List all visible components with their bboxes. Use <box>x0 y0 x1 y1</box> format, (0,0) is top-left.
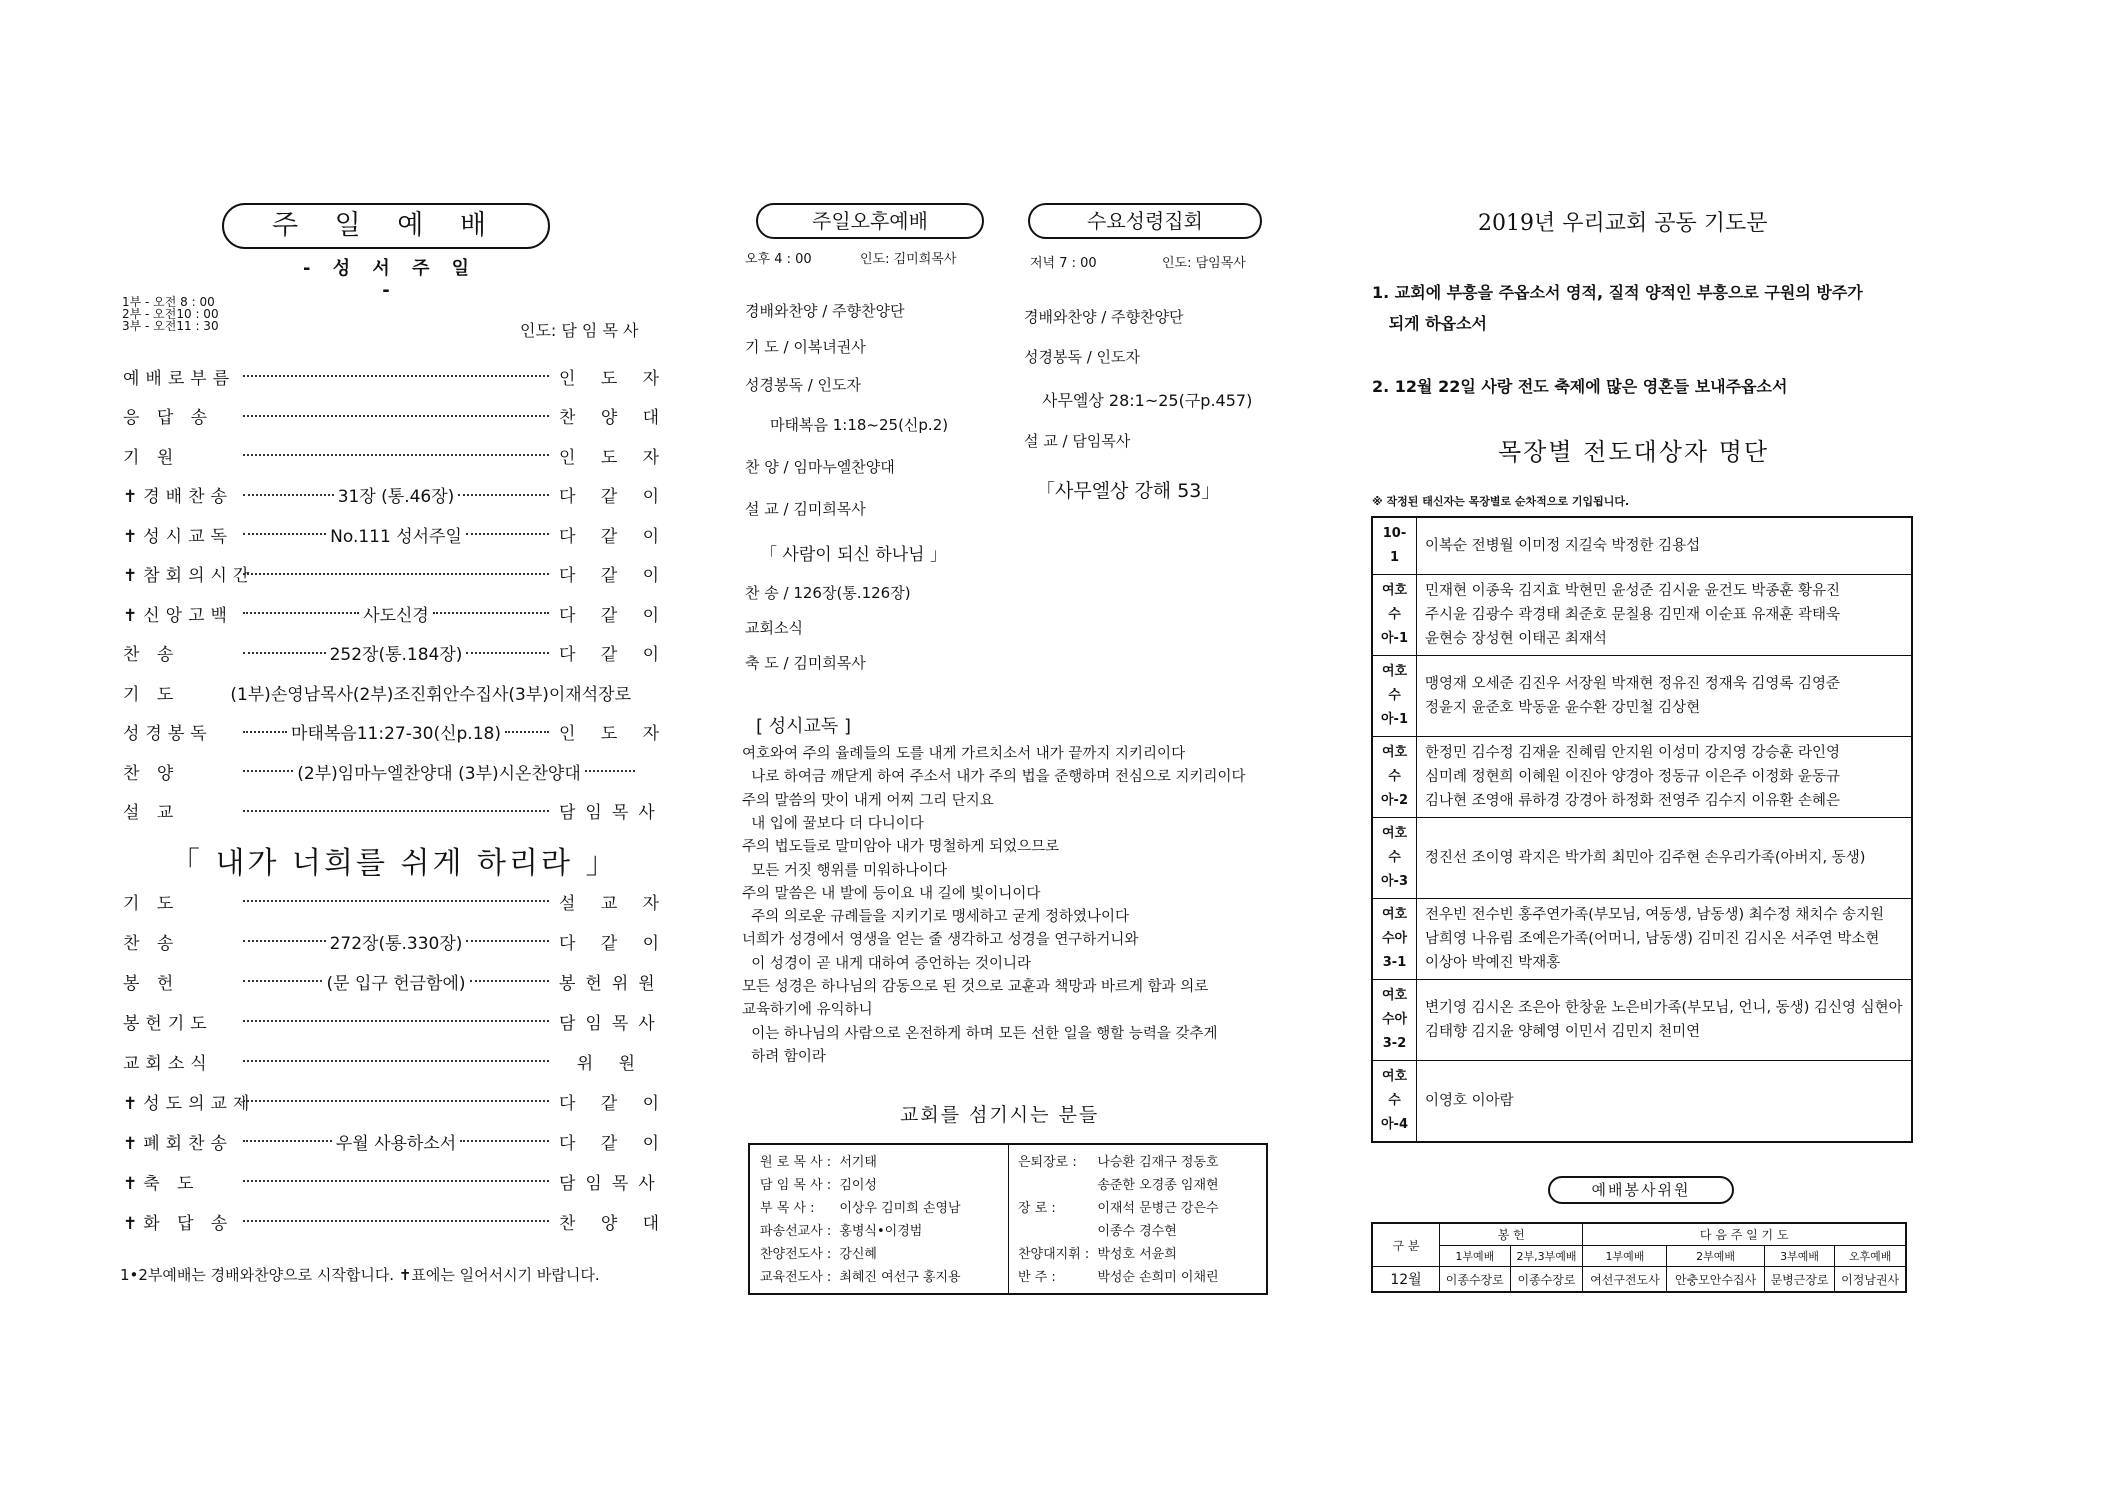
order-row <box>123 1086 670 1116</box>
order-responsible: 담임목사 <box>559 1013 665 1034</box>
order-label: ✝경배찬송 <box>123 487 233 507</box>
order-responsible: 봉헌위원 <box>559 973 665 994</box>
afternoon-item: 설 교 / 김미희목사 <box>745 500 866 518</box>
target-name-line: 윤현승 장성현 이태곤 최재석 <box>1425 631 1607 647</box>
order-row <box>123 361 670 391</box>
leader-dots <box>243 810 549 812</box>
leader-dots <box>243 1060 549 1062</box>
sunday-title: 주 일 예 배 <box>222 203 550 249</box>
leader-dots <box>243 980 322 982</box>
target-names <box>1417 656 1912 737</box>
order-responsible: 다 같 이 <box>559 1133 670 1154</box>
order-responsible: 다 같 이 <box>559 645 670 665</box>
order-detail <box>239 573 553 575</box>
servant-names: 송준한 오경종 임재현 <box>1097 1178 1219 1193</box>
afternoon-title: 주일오후예배 <box>756 203 984 239</box>
reading-line: 하려 함이라 <box>742 1048 826 1065</box>
wednesday-title: 수요성령집회 <box>1028 203 1262 239</box>
target-row <box>1372 575 1912 656</box>
reading-line: 너희가 성경에서 영생을 얻는 줄 생각하고 성경을 연구하거니와 <box>742 932 1139 949</box>
reading-line: 이는 하나님의 사람으로 온전하게 하며 모든 선한 일을 행할 능력을 갖추게 <box>742 1025 1218 1042</box>
afternoon-leader: 인도: 김미희목사 <box>860 252 957 267</box>
order-detail-text: 31장 (통.46장) <box>337 487 455 507</box>
reading-line: 이 성경이 곧 내게 대하여 증언하는 것이니라 <box>742 955 1031 972</box>
leader-dots <box>243 940 326 942</box>
servant-names: 이종수 경수현 <box>1097 1224 1177 1239</box>
order-detail-text: 252장(통.184장) <box>329 645 463 665</box>
servant-row <box>1014 1241 1223 1264</box>
target-row <box>1372 1061 1912 1143</box>
order-detail <box>239 810 553 812</box>
order-row <box>123 638 670 668</box>
leader-dots <box>243 731 287 733</box>
order-label: 기 원 <box>123 447 180 468</box>
wednesday-item: 설 교 / 담임목사 <box>1024 432 1131 450</box>
wednesday-sermon: 「사무엘상 강해 53」 <box>1036 480 1221 502</box>
servant-role: 장 로 : <box>1018 1201 1056 1216</box>
servant-row <box>1014 1218 1223 1241</box>
col-header-prayer: 다 음 주 일 기 도 <box>1583 1223 1906 1246</box>
reading-line: 내 입에 꿀보다 더 다니이다 <box>742 815 924 832</box>
reading-line: 주의 의로운 규례들을 지키기로 맹세하고 굳게 정하였나이다 <box>742 909 1130 926</box>
order-responsible: 인 도 자 <box>559 447 670 468</box>
servant-row <box>1014 1149 1223 1172</box>
target-name-line: 맹영재 오세준 김진우 서장원 박재현 정유진 정재욱 김영록 김영준 <box>1425 676 1841 692</box>
sub-header: 2부예배 <box>1667 1246 1764 1267</box>
order-row <box>123 1206 670 1236</box>
servant-row <box>756 1264 965 1287</box>
servant-row <box>756 1149 965 1172</box>
servants-box <box>748 1143 1268 1295</box>
servant-role: 파송선교사 : <box>760 1224 832 1239</box>
leader-dots <box>243 652 326 654</box>
order-detail <box>239 454 553 456</box>
order-detail <box>239 601 553 626</box>
order-detail <box>239 482 553 507</box>
servant-row <box>756 1218 965 1241</box>
order-row <box>123 1166 665 1196</box>
leader-dots <box>433 612 549 614</box>
order-row <box>123 401 670 431</box>
servant-role: 부 목 사 : <box>760 1201 815 1216</box>
targets-note: ※ 작정된 태신자는 목장별로 순차적으로 기입됩니다. <box>1372 495 1630 508</box>
order-detail <box>222 680 639 705</box>
order-label: ✝화 답 송 <box>123 1213 234 1234</box>
targets-title: 목장별 전도대상자 명단 <box>1498 438 1770 466</box>
target-row <box>1372 899 1912 980</box>
order-detail-text: (2부)임마누엘찬양대 (3부)시온찬양대 <box>297 763 581 784</box>
leader-dots <box>243 533 326 535</box>
servant-names: 김이성 <box>839 1178 877 1193</box>
target-name-line: 김나현 조영애 류하경 강경아 하정화 전영주 김수지 이유환 손혜은 <box>1425 793 1841 809</box>
reading-line: 여호와여 주의 율례들의 도를 내게 가르치소서 내가 끝까지 지키리이다 <box>742 746 1186 762</box>
order-responsible: 찬 양 대 <box>559 408 670 428</box>
order-label: 기 도 <box>123 684 180 705</box>
wednesday-time: 저녁 7 : 00 <box>1030 256 1097 271</box>
group-name: 여호수아-3 <box>1372 818 1417 899</box>
committee-cell: 문병근장로 <box>1764 1267 1835 1293</box>
order-label: ✝성도의교제 <box>123 1093 256 1114</box>
committee-title: 예배봉사위원 <box>1548 1176 1734 1204</box>
group-name: 여호수아-4 <box>1372 1061 1417 1143</box>
committee-cell: 안충모안수집사 <box>1667 1267 1764 1293</box>
afternoon-item: 성경봉독 / 인도자 <box>745 376 862 394</box>
order-row <box>123 598 670 628</box>
order-responsible: 다 같 이 <box>559 605 670 626</box>
order-detail-text: 사도신경 <box>363 605 429 626</box>
order-detail <box>239 969 553 994</box>
target-name-line: 한정민 김수정 김재윤 진혜림 안지원 이성미 강지영 강승훈 라인영 <box>1425 745 1841 761</box>
order-responsible: 인 도 자 <box>559 724 670 744</box>
order-label: 응 답 송 <box>123 408 214 428</box>
servant-row <box>1014 1172 1223 1195</box>
servant-role: 찬양전도사 : <box>760 1247 832 1262</box>
order-responsible: 위 원 <box>576 1053 645 1074</box>
sermon-title: 「 내가 너희를 쉬게 하리라 」 <box>170 846 619 881</box>
leader-dots <box>243 415 549 417</box>
reading-line: 주의 말씀은 내 발에 등이요 내 길에 빛이니이다 <box>742 885 1041 902</box>
order-detail <box>239 900 553 902</box>
order-row <box>123 756 645 786</box>
reading-line: 모든 거짓 행위를 미워하나이다 <box>742 862 948 879</box>
prayer-title: 2019년 우리교회 공동 기도문 <box>1478 211 1768 236</box>
leader-dots <box>243 454 549 456</box>
target-names <box>1417 1061 1912 1143</box>
order-detail-text: 우월 사용하소서 <box>335 1133 457 1154</box>
order-detail <box>239 1060 553 1062</box>
order-detail <box>239 375 553 377</box>
order-detail <box>239 522 553 547</box>
sunday-subtitle: - 성 서 주 일 - <box>302 258 478 301</box>
leader-dots <box>243 1020 549 1022</box>
reading-line: 주의 말씀의 맛이 내게 어찌 그리 단지요 <box>742 792 994 809</box>
servant-row <box>756 1172 965 1195</box>
order-row <box>123 1006 665 1036</box>
leader-dots <box>466 940 549 942</box>
afternoon-sermon: 「 사람이 되신 하나님 」 <box>760 545 947 565</box>
sub-header: 3부예배 <box>1764 1246 1835 1267</box>
leader-dots <box>466 652 549 654</box>
order-detail <box>239 1129 553 1154</box>
order-label: ✝폐회찬송 <box>123 1133 233 1154</box>
order-label: 봉 헌 <box>123 973 180 994</box>
order-detail <box>239 1020 553 1022</box>
order-row <box>123 966 665 996</box>
servant-names: 이재석 문병근 강은수 <box>1097 1201 1219 1216</box>
servant-names: 이상우 김미희 손영남 <box>839 1201 961 1216</box>
order-detail-text: No.111 성서주일 <box>330 526 462 547</box>
order-detail-text: 마태복음11:27-30(신p.18) <box>291 724 501 744</box>
committee-cell: 이정남권사 <box>1835 1267 1906 1293</box>
order-detail-text: (문 입구 헌금함에) <box>326 973 466 994</box>
servant-row <box>756 1195 965 1218</box>
standing-note: 1•2부예배는 경배와찬양으로 시작합니다. ✝표에는 일어서시기 바랍니다. <box>120 1266 600 1284</box>
service-times <box>122 296 219 332</box>
targets-table <box>1371 516 1913 1143</box>
order-responsible: 다 같 이 <box>559 526 670 547</box>
prayer-item: 2. 12월 22일 사랑 전도 축제에 많은 영혼들 보내주옵소서 <box>1372 377 1788 396</box>
servant-row <box>1014 1264 1223 1287</box>
wednesday-item: 경배와찬양 / 주향찬양단 <box>1024 308 1184 326</box>
col-header-offering: 봉 헌 <box>1440 1223 1583 1246</box>
leader-dots <box>243 770 293 772</box>
leader-dots <box>243 1220 549 1222</box>
order-responsible: 다 같 이 <box>559 487 670 507</box>
committee-cell: 여선구전도사 <box>1583 1267 1667 1293</box>
order-row <box>123 926 670 956</box>
order-label: 예배로부름 <box>123 368 236 389</box>
group-name: 여호수아-1 <box>1372 575 1417 656</box>
target-name-line: 이복순 전병월 이미정 지길숙 박정한 김용섭 <box>1425 538 1701 554</box>
service-time: 2부 - 오전10 : 00 <box>122 307 219 321</box>
group-name: 여호수아3-1 <box>1372 899 1417 980</box>
prayer-item: 되게 하옵소서 <box>1372 314 1488 333</box>
committee-cell: 이종수장로 <box>1440 1267 1511 1293</box>
servant-names: 홍병식•이경범 <box>839 1224 923 1239</box>
target-name-line: 주시윤 김광수 곽경태 최준호 문칠용 김민재 이순표 유재훈 곽태욱 <box>1425 607 1841 623</box>
wednesday-item: 사무엘상 28:1~25(구p.457) <box>1042 391 1253 410</box>
order-responsible: 담임목사 <box>559 803 665 823</box>
target-row <box>1372 980 1912 1061</box>
leader-dots <box>585 770 635 772</box>
servants-right <box>1014 1149 1223 1287</box>
target-name-line: 이상아 박예진 박재홍 <box>1425 955 1561 971</box>
order-responsible: 설 교 자 <box>559 893 670 914</box>
afternoon-item: 경배와찬양 / 주향찬양단 <box>745 302 905 320</box>
order-detail <box>239 719 553 744</box>
reading-line: 나로 하여금 깨닫게 하여 주소서 내가 주의 법을 준행하며 전심으로 지키리이다 <box>742 769 1246 786</box>
servant-row <box>1014 1195 1223 1218</box>
order-responsible: 인 도 자 <box>559 368 670 389</box>
order-row <box>123 519 670 549</box>
afternoon-item: 교회소식 <box>745 619 803 637</box>
leader-dots <box>505 731 549 733</box>
order-responsible: 담임목사 <box>559 1173 665 1194</box>
target-name-line: 전우빈 전수빈 홍주연가족(부모님, 여동생, 남동생) 최수정 채치수 송지원 <box>1425 907 1884 923</box>
leader-dots <box>458 494 549 496</box>
target-names <box>1417 517 1912 575</box>
order-row <box>123 1126 670 1156</box>
target-name-line: 김태향 김지윤 양혜영 이민서 김민지 천미연 <box>1425 1024 1701 1040</box>
leader-dots <box>466 533 549 535</box>
order-label: ✝성시교독 <box>123 526 233 547</box>
committee-cell: 이종수장로 <box>1510 1267 1583 1293</box>
reading-line: 모든 성경은 하나님의 감동으로 된 것으로 교훈과 책망과 바르게 함과 의로 <box>742 979 1209 995</box>
leader-dots <box>243 1140 332 1142</box>
order-row <box>123 677 645 707</box>
group-name: 여호수아3-2 <box>1372 980 1417 1061</box>
order-label: 찬 송 <box>123 933 180 954</box>
servant-role: 반 주 : <box>1018 1270 1056 1285</box>
order-label: 찬 송 <box>123 645 180 665</box>
afternoon-item: 기 도 / 이복녀권사 <box>745 338 866 356</box>
order-detail <box>239 929 553 954</box>
reading-title: [ 성시교독 ] <box>756 716 852 737</box>
leader-dots <box>243 612 359 614</box>
servants-left <box>756 1149 965 1287</box>
servants-title: 교회를 섬기시는 분들 <box>900 1104 1100 1126</box>
order-responsible: 다 같 이 <box>559 1093 670 1114</box>
order-label: 봉헌기도 <box>123 1013 213 1034</box>
committee-table <box>1371 1222 1907 1293</box>
order-row <box>123 886 670 916</box>
group-name: 10-1 <box>1372 517 1417 575</box>
leader-dots <box>460 1140 549 1142</box>
order-row <box>123 1046 645 1076</box>
servant-role: 교육전도사 : <box>760 1270 832 1285</box>
servant-names: 나승환 김재구 정동호 <box>1097 1155 1219 1170</box>
order-row <box>123 717 670 747</box>
afternoon-item: 찬 양 / 임마누엘찬양대 <box>745 458 895 476</box>
order-detail <box>239 1180 553 1182</box>
target-names <box>1417 575 1912 656</box>
target-name-line: 심미례 정현희 이혜원 이진아 양경아 정동규 이은주 이정화 윤동규 <box>1425 769 1841 785</box>
servant-names: 서기태 <box>839 1155 877 1170</box>
month-cell: 12월 <box>1372 1267 1440 1293</box>
target-row <box>1372 517 1912 575</box>
order-label: 설 교 <box>123 803 180 823</box>
target-name-line: 정윤지 윤준호 박동윤 윤수환 강민철 김상현 <box>1425 700 1701 716</box>
target-names <box>1417 737 1912 818</box>
order-responsible: 다 같 이 <box>559 933 670 954</box>
servant-row <box>756 1241 965 1264</box>
wednesday-item: 성경봉독 / 인도자 <box>1024 348 1141 366</box>
target-row <box>1372 656 1912 737</box>
order-label: 기 도 <box>123 893 180 914</box>
sub-header: 1부예배 <box>1440 1246 1511 1267</box>
reading-line: 주의 법도들로 말미암아 내가 명철하게 되었으므로 <box>742 839 1060 856</box>
order-detail <box>239 640 553 665</box>
leader-dots <box>243 375 549 377</box>
target-names <box>1417 980 1912 1061</box>
servant-role <box>1014 1172 1093 1195</box>
order-row <box>123 796 665 826</box>
target-name-line: 민재현 이종욱 김지효 박현민 윤성준 김시윤 윤건도 박종훈 황유진 <box>1425 583 1841 599</box>
leader-dots <box>243 573 549 575</box>
afternoon-item: 찬 송 / 126장(통.126장) <box>745 584 911 602</box>
servant-names: 최혜진 여선구 홍지용 <box>839 1270 961 1285</box>
leader-dots <box>243 1100 549 1102</box>
servant-role: 은퇴장로 : <box>1018 1155 1077 1170</box>
order-detail-text: (1부)손영남목사(2부)조진휘안수집사(3부)이재석장로 <box>230 684 631 705</box>
prayer-item: 1. 교회에 부흥을 주옵소서 영적, 질적 양적인 부흥으로 구원의 방주가 <box>1372 283 1863 302</box>
afternoon-time: 오후 4 : 00 <box>745 252 812 267</box>
servant-names: 박성순 손희미 이채린 <box>1097 1270 1219 1285</box>
afternoon-item: 마태복음 1:18~25(신p.2) <box>770 416 949 434</box>
order-detail <box>239 1220 553 1222</box>
target-name-line: 남희영 나유림 조예은가족(어머니, 남동생) 김미진 김시온 서주연 박소현 <box>1425 931 1880 947</box>
order-row <box>123 559 670 589</box>
target-row <box>1372 737 1912 818</box>
reading-line: 교육하기에 유익하니 <box>742 1002 873 1019</box>
servant-names: 박성호 서윤희 <box>1097 1247 1177 1262</box>
sub-header: 오후예배 <box>1835 1246 1906 1267</box>
servant-names: 강신혜 <box>839 1247 877 1262</box>
service-time: 1부 - 오전 8 : 00 <box>122 295 215 309</box>
servant-role: 원 로 목 사 : <box>760 1155 832 1170</box>
leader-dots <box>470 980 549 982</box>
order-label: ✝참회의시간 <box>123 566 256 586</box>
leader-dots <box>243 494 334 496</box>
order-row <box>123 440 670 470</box>
leader-dots <box>243 1180 549 1182</box>
col-header-category: 구 분 <box>1372 1223 1440 1267</box>
order-detail <box>239 759 639 784</box>
target-name-line: 정진선 조이영 곽지은 박가희 최민아 김주현 손우리가족(아버지, 동생) <box>1425 850 1866 866</box>
sub-header: 1부예배 <box>1583 1246 1667 1267</box>
group-name: 여호수아-1 <box>1372 656 1417 737</box>
order-responsible: 다 같 이 <box>559 566 670 586</box>
leader-dots <box>243 900 549 902</box>
order-detail <box>239 1100 553 1102</box>
order-label: ✝신앙고백 <box>123 605 233 626</box>
target-name-line: 이영호 이아람 <box>1425 1093 1514 1109</box>
target-names <box>1417 899 1912 980</box>
service-time: 3부 - 오전11 : 30 <box>122 319 219 333</box>
servant-role: 담 임 목 사 : <box>760 1178 832 1193</box>
order-row <box>123 480 670 510</box>
target-names <box>1417 818 1912 899</box>
target-name-line: 변기영 김시온 조은아 한창윤 노은비가족(부모님, 언니, 동생) 김신영 심현아 <box>1425 1000 1903 1016</box>
order-responsible: 찬 양 대 <box>559 1213 670 1234</box>
group-name: 여호수아-2 <box>1372 737 1417 818</box>
servant-role <box>1014 1218 1093 1241</box>
order-label: ✝축 도 <box>123 1173 200 1194</box>
order-label: 교회소식 <box>123 1053 213 1074</box>
afternoon-item: 축 도 / 김미희목사 <box>745 654 866 672</box>
target-row <box>1372 818 1912 899</box>
wednesday-leader: 인도: 담임목사 <box>1162 256 1246 271</box>
sunday-leader: 인도: 담 임 목 사 <box>520 321 639 340</box>
sub-header: 2부,3부예배 <box>1510 1246 1583 1267</box>
servant-role: 찬양대지휘 : <box>1018 1247 1090 1262</box>
order-label: 성경봉독 <box>123 724 213 744</box>
order-label: 찬 양 <box>123 763 180 784</box>
order-detail <box>239 415 553 417</box>
order-detail-text: 272장(통.330장) <box>329 933 463 954</box>
